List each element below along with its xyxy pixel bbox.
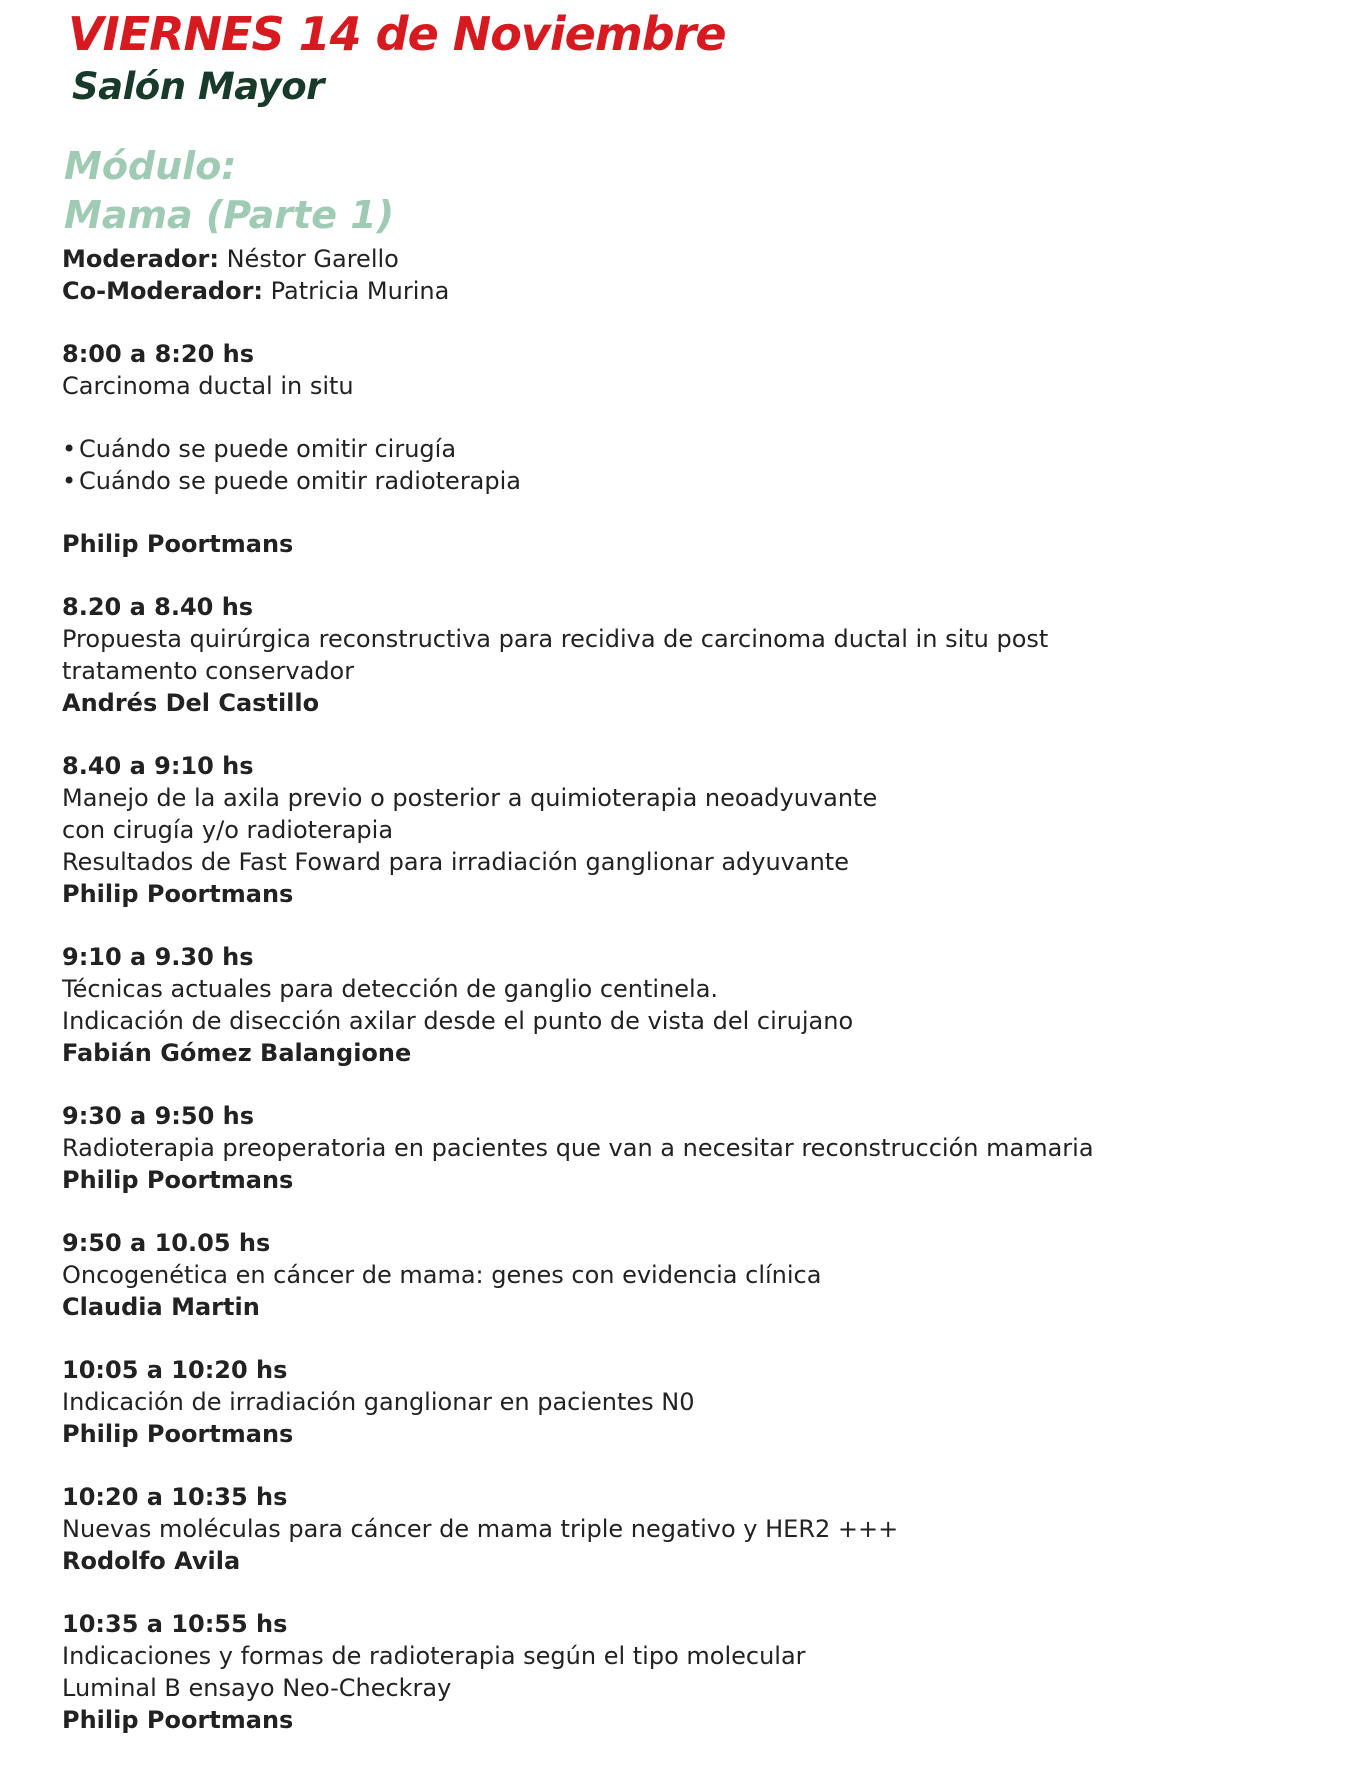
session-time: 9:10 a 9.30 hs bbox=[62, 943, 254, 971]
bullet-icon: • bbox=[62, 435, 77, 463]
moderator-label: Moderador: bbox=[62, 245, 219, 273]
session-topic: Indicaciones y formas de radioterapia según el tipo molecular bbox=[62, 1642, 806, 1670]
session-time: 9:30 a 9:50 hs bbox=[62, 1102, 255, 1130]
session-speaker: Andrés Del Castillo bbox=[62, 689, 320, 717]
session-topic: Indicación de irradiación ganglionar en pacientes N0 bbox=[62, 1388, 695, 1416]
module-title bbox=[64, 142, 394, 240]
bullet-item bbox=[62, 433, 1342, 465]
session-time: 9:50 a 10.05 hs bbox=[62, 1229, 271, 1257]
module-label: Módulo: bbox=[64, 144, 237, 188]
bullet-icon: • bbox=[62, 467, 77, 495]
program-content bbox=[62, 243, 1342, 1736]
session-item bbox=[62, 1481, 1342, 1577]
session-item bbox=[62, 1608, 1342, 1736]
comoderator-label: Co-Moderador: bbox=[62, 277, 264, 305]
session-topic: Oncogenética en cáncer de mama: genes con evidencia clínica bbox=[62, 1261, 822, 1289]
session-time: 10:05 a 10:20 hs bbox=[62, 1356, 288, 1384]
session-item bbox=[62, 941, 1342, 1069]
session-item bbox=[62, 1354, 1342, 1450]
session-topic: Técnicas actuales para detección de ganglio centinela. bbox=[62, 975, 719, 1003]
session-item bbox=[62, 338, 1342, 560]
moderator-name: Néstor Garello bbox=[218, 245, 399, 273]
day-title: VIERNES 14 de Noviembre bbox=[68, 7, 726, 61]
bullet-item bbox=[62, 465, 1342, 497]
session-topic: Resultados de Fast Foward para irradiación ganglionar adyuvante bbox=[62, 848, 849, 876]
comoderator-name: Patricia Murina bbox=[263, 277, 450, 305]
session-time: 8:00 a 8:20 hs bbox=[62, 340, 255, 368]
session-speaker: Claudia Martin bbox=[62, 1293, 260, 1321]
bullet-text: Cuándo se puede omitir radioterapia bbox=[79, 467, 521, 495]
room-name: Salón Mayor bbox=[72, 65, 324, 108]
session-speaker: Philip Poortmans bbox=[62, 880, 294, 908]
session-time: 10:20 a 10:35 hs bbox=[62, 1483, 288, 1511]
session-speaker: Philip Poortmans bbox=[62, 1166, 294, 1194]
bullet-text: Cuándo se puede omitir cirugía bbox=[79, 435, 457, 463]
session-item bbox=[62, 591, 1342, 719]
session-topic: Carcinoma ductal in situ bbox=[62, 372, 354, 400]
session-speaker: Rodolfo Avila bbox=[62, 1547, 241, 1575]
session-topic: Radioterapia preoperatoria en pacientes que van a necesitar reconstrucción mamaria bbox=[62, 1134, 1094, 1162]
session-topic: Luminal B ensayo Neo-Checkray bbox=[62, 1674, 452, 1702]
session-item bbox=[62, 1100, 1342, 1196]
session-speaker: Fabián Gómez Balangione bbox=[62, 1039, 412, 1067]
session-topic: con cirugía y/o radioterapia bbox=[62, 816, 394, 844]
session-topic: Manejo de la axila previo o posterior a quimioterapia neoadyuvante bbox=[62, 784, 878, 812]
session-topic: Propuesta quirúrgica reconstructiva para recidiva de carcinoma ductal in situ post bbox=[62, 625, 1049, 653]
session-topic: Indicación de disección axilar desde el punto de vista del cirujano bbox=[62, 1007, 854, 1035]
session-speaker: Philip Poortmans bbox=[62, 530, 294, 558]
moderator-line bbox=[62, 243, 1342, 275]
session-speaker: Philip Poortmans bbox=[62, 1420, 294, 1448]
module-name: Mama (Parte 1) bbox=[64, 193, 395, 237]
session-speaker: Philip Poortmans bbox=[62, 1706, 294, 1734]
session-time: 8.40 a 9:10 hs bbox=[62, 752, 254, 780]
session-topic: tratamento conservador bbox=[62, 657, 355, 685]
session-item bbox=[62, 1227, 1342, 1323]
session-item bbox=[62, 750, 1342, 910]
comoderator-line bbox=[62, 275, 1342, 307]
session-topic: Nuevas moléculas para cáncer de mama triple negativo y HER2 +++ bbox=[62, 1515, 899, 1543]
session-time: 10:35 a 10:55 hs bbox=[62, 1610, 288, 1638]
session-time: 8.20 a 8.40 hs bbox=[62, 593, 254, 621]
